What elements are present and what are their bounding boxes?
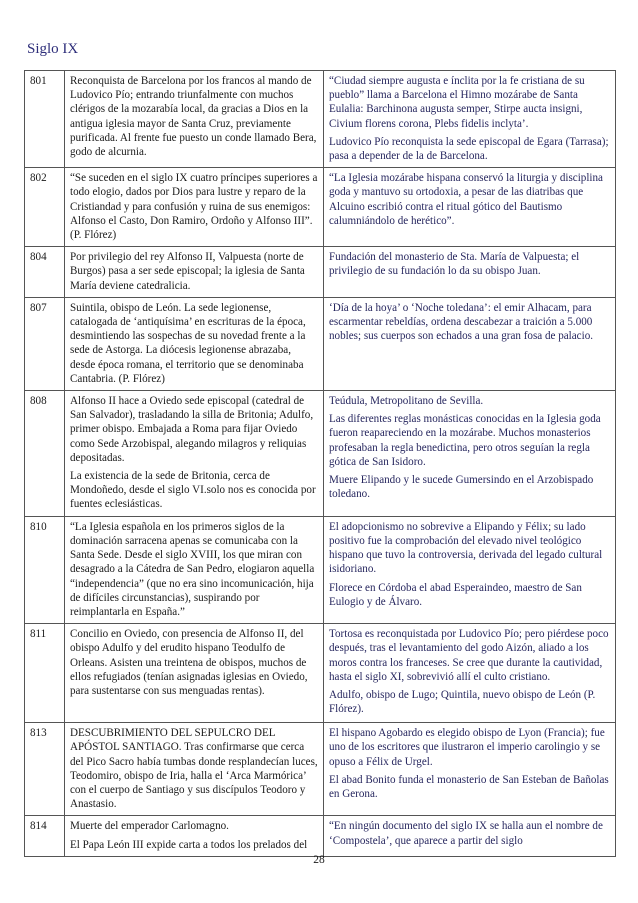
table-row: [25, 71, 616, 168]
event-paragraph: Concilio en Oviedo, con presencia de Alfonso II, del obispo Adulfo y del erudito hispano Teodulfo de Orleans. Asisten una treintena de obispos, muchos de ellos refugiados (tenían asignadas iglesias en Oviedo, para sustentarse con sus menguadas rentas).: [70, 628, 308, 697]
year-cell: 804: [25, 247, 65, 298]
table-row: [25, 816, 616, 857]
chronology-table: [24, 70, 616, 857]
year-cell: 807: [25, 297, 65, 390]
context-cell: [324, 168, 616, 247]
event-cell: [65, 168, 324, 247]
event-cell: [65, 516, 324, 623]
event-paragraph: Suintila, obispo de León. La sede legionense, catalogada de ‘antiquísima’ en escrituras de la época, desmintiendo las sospechas de su novedad frente a la sede de Astorga. La diócesis legionense abrazaba, desde época romana, el territorio que se denominaba Cantabria. (P. Flórez): [70, 301, 306, 385]
context-paragraph: Fundación del monasterio de Sta. María de Valpuesta; el privilegio de su fundación lo da su obispo Juan.: [329, 251, 580, 278]
year-cell: 810: [25, 516, 65, 623]
context-cell: [324, 723, 616, 816]
table-row: [25, 391, 616, 517]
event-paragraph: “Se suceden en el siglo IX cuatro príncipes superiores a todo elogio, dados por Dios para lustre y reparo de la Cristiandad y para confusión y ruina de sus enemigos: Alfonso el Casto, Don Ramiro, Ordoño y Alfonso III”. (P. Flórez): [70, 172, 318, 242]
context-paragraph: Las diferentes reglas monásticas conocidas en la Iglesia goda fueron reapareciendo en la mozárabe. Muchos monasterios profesaban la regla benedictina, pero otros seguían la regla gótica de San Isidoro.: [329, 413, 601, 468]
table-row: [25, 168, 616, 247]
context-cell: [324, 624, 616, 723]
context-paragraph: “En ningún documento del siglo IX se halla aun el nombre de ‘Compostela’, que aparece a partir del siglo: [329, 820, 603, 847]
table-row: [25, 624, 616, 723]
context-paragraph: Florece en Córdoba el abad Esperaindeo, maestro de San Eulogio y de Álvaro.: [329, 581, 582, 608]
context-cell: [324, 297, 616, 390]
year-cell: 808: [25, 391, 65, 517]
event-cell: [65, 816, 324, 857]
year-cell: 801: [25, 71, 65, 168]
event-paragraph: La existencia de la sede de Britonia, cerca de Mondoñedo, desde el siglo VI.solo nos es conocida por fuentes eclesiásticas.: [70, 470, 316, 511]
table-row: [25, 297, 616, 390]
context-paragraph: Ludovico Pío reconquista la sede episcopal de Egara (Tarrasa); pasa a depender de la de Barcelona.: [329, 135, 609, 163]
context-cell: [324, 391, 616, 517]
chronology-body: [25, 71, 616, 857]
context-paragraph: El abad Bonito funda el monasterio de San Esteban de Bañolas en Gerona.: [329, 773, 609, 800]
event-cell: [65, 247, 324, 298]
event-paragraph: El Papa León III expide carta a todos los prelados del: [70, 838, 308, 851]
event-paragraph: Por privilegio del rey Alfonso II, Valpuesta (norte de Burgos) pasa a ser sede episcopal; la iglesia de Santa María deviene catedralicia.: [70, 251, 305, 292]
event-cell: [65, 297, 324, 390]
event-paragraph: Reconquista de Barcelona por los francos al mando de Ludovico Pío; entrando triunfalmente con muchos clérigos de la mozarabía local, da gracias a Dios en la antigua iglesia mayor de Santa Cruz, previamente purificada. Al frente fue puesto un conde llamado Bera, godo de alcurnia.: [70, 75, 317, 159]
page-heading: Siglo IX: [27, 41, 79, 57]
event-cell: [65, 723, 324, 816]
context-paragraph: Tortosa es reconquistada por Ludovico Pío; pero piérdese poco después, tras el levantamiento del godo Aizón, aliado a los moros contra los franceses. Se cree que durante la cautividad, hasta el siglo XI, sobrevivió allí el culto cristiano.: [329, 628, 609, 683]
context-paragraph: Teúdula, Metropolitano de Sevilla.: [329, 395, 484, 408]
page-number: 28: [313, 854, 325, 866]
year-cell: 802: [25, 168, 65, 247]
context-cell: [324, 71, 616, 168]
context-paragraph: Adulfo, obispo de Lugo; Quintila, nuevo obispo de León (P. Flórez).: [329, 688, 596, 716]
event-cell: [65, 624, 324, 723]
event-paragraph: DESCUBRIMIENTO DEL SEPULCRO DEL APÓSTOL SANTIAGO. Tras confirmarse que cerca del Pico Sacro había tumbas donde resplandecían luces, Teodomiro, obispo de Iria, halla el ‘Arca Marmórica’ con el cuerpo de Santiago y sus discípulos Teodoro y Anastasio.: [70, 727, 318, 811]
context-paragraph: “Ciudad siempre augusta e ínclita por la fe cristiana de su pueblo” llama a Barcelona el Himno mozárabe de Santa Eulalia: Barchinona augusta semper, Stirpe aucta insigni, Civium florens corona, Plebs fidelis inclyta’.: [329, 75, 585, 130]
year-cell: 811: [25, 624, 65, 723]
context-paragraph: El adopcionismo no sobrevive a Elipando y Félix; su lado positivo fue la comprobación del elevado nivel teológico hispano que tuvo la controversia, derivada del legado cultural isidoriano.: [329, 520, 603, 576]
event-cell: [65, 391, 324, 517]
context-cell: [324, 516, 616, 623]
year-cell: 814: [25, 816, 65, 857]
context-cell: [324, 247, 616, 298]
context-cell: [324, 816, 616, 857]
context-paragraph: ‘Día de la hoya’ o ‘Noche toledana’: el emir Alhacam, para escarmentar rebeldías, ordena descabezar a traición a 5.000 nobles; sus cuerpos son echados a una gran fosa de palacio.: [329, 301, 594, 343]
event-paragraph: Alfonso II hace a Oviedo sede episcopal (catedral de San Salvador), trasladando la silla de Britonia; Adulfo, primer obispo. Embajada a Roma para fijar Oviedo como Sede Arzobispal, alegando milagros y reliquias depositadas.: [70, 395, 314, 464]
table-row: [25, 723, 616, 816]
event-paragraph: Muerte del emperador Carlomagno.: [70, 820, 229, 833]
event-paragraph: “La Iglesia española en los primeros siglos de la dominación sarracena apenas se comunicaba con la Santa Sede. Desde el siglo XVIII, los que miran con desagrado a la Cátedra de San Pedro, elogiaron aquella “independencia” (que no era sino incomunicación, hija de difíciles circunstancias), suspirando por reimplantarla en España.”: [70, 520, 315, 618]
context-paragraph: El hispano Agobardo es elegido obispo de Lyon (Francia); fue uno de los escritores que ilustraron el imperio carolingio y se opuso a Félix de Urgel.: [329, 727, 605, 768]
table-row: [25, 247, 616, 298]
event-cell: [65, 71, 324, 168]
table-row: [25, 516, 616, 623]
year-cell: 813: [25, 723, 65, 816]
context-paragraph: “La Iglesia mozárabe hispana conservó la liturgia y disciplina goda y mantuvo su ortodoxia, a pesar de las diatribas que Alcuino escribió contra el ritual gótico del Bautismo calumniándolo de herético”.: [329, 172, 603, 227]
context-paragraph: Muere Elipando y le sucede Gumersindo en el Arzobispado toledano.: [329, 474, 594, 501]
